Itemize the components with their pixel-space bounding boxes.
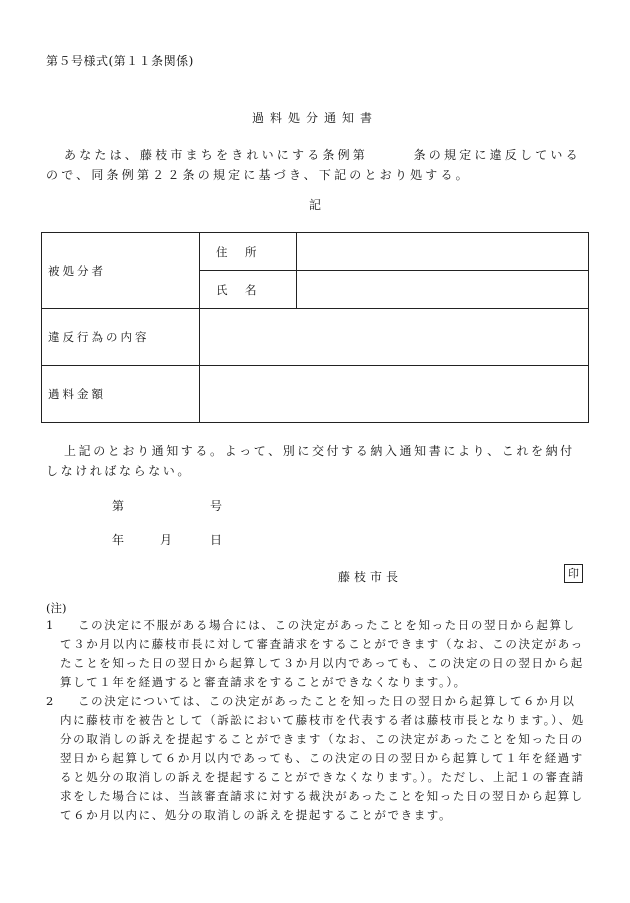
date-year: 年 xyxy=(112,533,125,547)
note-number: 2 xyxy=(46,694,55,708)
seal-stamp: 印 xyxy=(564,564,583,583)
form-number: 第５号様式(第１１条関係) xyxy=(46,54,194,68)
address-label: 住 所 xyxy=(200,233,297,271)
note-text: この決定に不服がある場合には、この決定があったことを知った日の翌日から起算して３か月以内に藤枝市長に対して審査請求をすることができます（なお、この決定があったことを知った日の翌日から起算して３か月以内であっても、この決定の日の翌日から起算して１年を経過すると審査請求をすることができなくなります。）。 xyxy=(60,618,584,689)
subject-label: 被処分者 xyxy=(42,233,200,309)
fine-label: 過料金額 xyxy=(42,366,200,423)
document-title: 過料処分通知書 xyxy=(251,111,378,125)
number-suffix: 号 xyxy=(210,499,223,513)
violation-value-cell[interactable] xyxy=(200,309,589,366)
ki-marker: 記 xyxy=(308,198,321,212)
note-number: 1 xyxy=(46,618,55,632)
outro-paragraph: 上記のとおり通知する。よって、別に交付する納入通知書により、これを納付しなければならない。 xyxy=(46,444,575,478)
fine-value-cell[interactable] xyxy=(200,366,589,423)
issuer-mayor: 藤枝市長 xyxy=(338,570,403,584)
name-value-cell[interactable] xyxy=(297,271,589,309)
date-month: 月 xyxy=(160,533,173,547)
address-value-cell[interactable] xyxy=(297,233,589,271)
note-text: この決定については、この決定があったことを知った日の翌日から起算して６か月以内に藤枝市を被告として（訴訟において藤枝市を代表する者は藤枝市長となります。）、処分の取消しの訴えを提起することができます（なお、この決定があったことを知った日の翌日から起算して６か月以内であっても、この決定の日の翌日から起算して１年を経過すると処分の取消しの訴えを提起することができなくなります。）。ただし、上記１の審査請求をした場合には、当該審査請求に対する裁決があったことを知った日の翌日から起算して６か月以内に、処分の取消しの訴えを提起することができます。 xyxy=(60,694,585,822)
table-row xyxy=(42,366,589,423)
details-table xyxy=(41,232,589,423)
notes-header: (注) xyxy=(46,601,67,615)
table-row xyxy=(42,309,589,366)
table-row xyxy=(42,233,589,271)
date-day: 日 xyxy=(210,533,223,547)
note-item xyxy=(46,692,586,825)
violation-label: 違反行為の内容 xyxy=(42,309,200,366)
number-prefix: 第 xyxy=(112,499,125,513)
name-label: 氏 名 xyxy=(200,271,297,309)
note-item xyxy=(46,616,586,692)
intro-paragraph: あなたは、藤枝市まちをきれいにする条例第 条の規定に違反しているので、同条例第２２条の規定に基づき、下記のとおり処する。 xyxy=(46,148,581,182)
